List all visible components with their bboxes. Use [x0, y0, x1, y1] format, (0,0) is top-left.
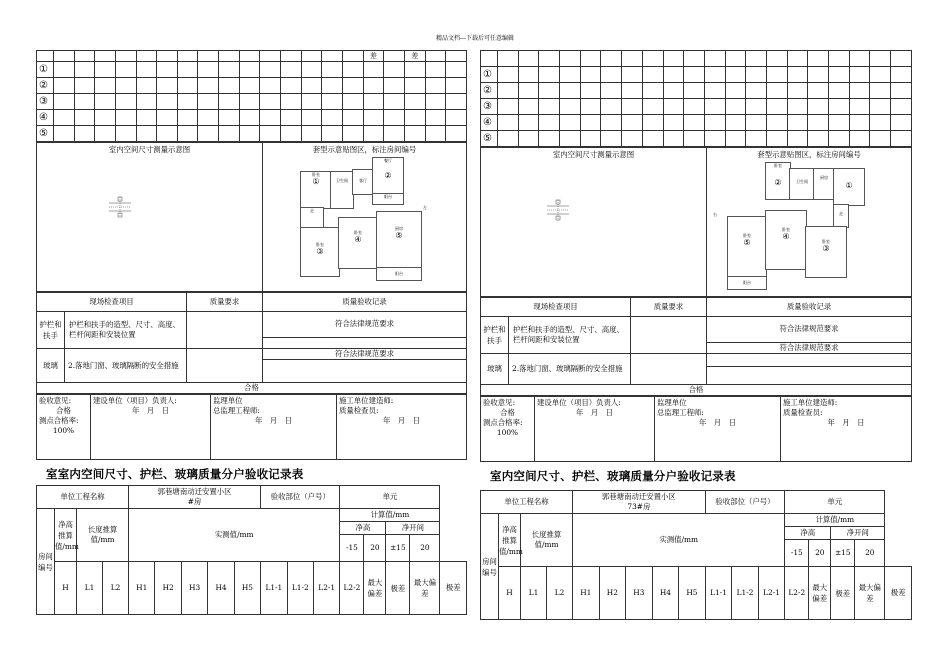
room-number-header: 房间编号: [37, 509, 55, 615]
glass-item: 2.落地门窗、玻璃隔断的安全措施: [509, 354, 631, 385]
row-mark: ④: [481, 115, 498, 131]
header-inspection-item: 现场检查项目: [37, 293, 187, 312]
calc-net-height: 净高: [340, 522, 386, 535]
room-kitchen: 厨房 ⑤: [376, 211, 422, 269]
guardrail-item: 护栏和扶手的造型、尺寸、高度、栏杆间距和安装位置: [65, 312, 187, 349]
calc-net-width: 净开间: [831, 527, 885, 540]
col-l1-2: L1-2: [732, 567, 759, 620]
inspection-table: [36, 292, 467, 394]
contractor-cell: 施工单位建造师: 质量检查员: 年 月 日: [781, 397, 912, 462]
measure-diagram: [37, 143, 263, 292]
col-h2: H2: [155, 562, 181, 615]
overall-result: 合格: [37, 383, 467, 394]
part-label: 验收部位（户号）: [705, 491, 785, 514]
col-h: H: [55, 562, 77, 615]
col-l2-1: L2-1: [314, 562, 340, 615]
guardrail-record: 符合法律规范要求: [707, 317, 912, 343]
layout-diagram-label: 套型示意贴图区，标注房间编号: [312, 145, 417, 154]
col-h1: H1: [129, 562, 155, 615]
calc-net-height: 净高: [785, 527, 831, 540]
glass-category: 玻璃: [481, 354, 509, 385]
room-bathroom: 卫生间: [789, 168, 815, 200]
net-height-header: 净高推算值/mm: [499, 514, 521, 567]
supervisor-cell: 监理单位 总监理工程师: 年 月 日: [211, 395, 337, 460]
max-deviation: 最大偏差: [855, 567, 885, 620]
sign-table: [480, 396, 912, 462]
room-kitchen: 厨房: [813, 168, 835, 200]
contractor-cell: 施工单位建造师: 质量检查员: 年 月 日: [337, 395, 467, 460]
col-h3: H3: [626, 567, 653, 620]
header-quality-req: 质量要求: [631, 298, 707, 317]
layout-diagram: [707, 148, 912, 297]
lower-form-table: [480, 490, 912, 620]
opinion-cell: 验收意见: 合格 测点合格率: 100%: [481, 397, 535, 462]
project-name: 郭巷塘南动迁安置小区 73#房: [573, 491, 706, 514]
room-dining: 餐厅 ②: [372, 157, 404, 195]
row-mark: ⑤: [481, 131, 498, 147]
row-mark: ②: [481, 83, 498, 99]
header-inspection-item: 现场检查项目: [481, 298, 631, 317]
room-corridor: 走: [300, 207, 324, 229]
row-mark: ③: [37, 94, 54, 110]
col-h3: H3: [181, 562, 207, 615]
side-label: 左: [423, 205, 427, 210]
room-bedroom-4: 卧室 ④: [765, 210, 807, 270]
room-bedroom-4: 卧室 ④: [338, 217, 378, 269]
col-l2: L2: [547, 567, 573, 620]
floor-plan: [263, 155, 466, 285]
header-quality-record: 质量验收记录: [707, 298, 912, 317]
measure-sketch-icon: [543, 198, 573, 222]
max-deviation: 最大偏差: [809, 567, 831, 620]
overall-result: 合格: [481, 385, 912, 396]
col-l2-2: L2-2: [340, 562, 364, 615]
row-mark: ②: [37, 78, 54, 94]
col-l1-2: L1-2: [287, 562, 313, 615]
upper-measure-grid: [480, 50, 912, 147]
guardrail-item: 护栏和扶手的造型、尺寸、高度、栏杆间距和安装位置: [509, 317, 631, 354]
guardrail-category: 护栏和扶手: [481, 317, 509, 354]
measure-diagram-label: 室内空间尺寸测量示意图: [108, 145, 191, 154]
glass-item: 2.落地门窗、玻璃隔断的安全措施: [65, 349, 187, 383]
glass-record: 符合法律规范要求: [263, 349, 467, 360]
opinion-cell: 验收意见: 合格 测点合格率: 100%: [37, 395, 91, 460]
builder-cell: 建设单位（项目）负责人: 年 月 日: [535, 397, 655, 462]
room-bedroom: 卧室 ②: [765, 162, 791, 200]
col-h4: H4: [652, 567, 679, 620]
left-panel: [36, 50, 467, 615]
builder-cell: 建设单位（项目）负责人: 年 月 日: [91, 395, 211, 460]
room-bedroom-3: 卧室 ③: [805, 226, 847, 278]
guardrail-category: 护栏和扶手: [37, 312, 65, 349]
room-bathroom: 卫生间: [330, 171, 354, 209]
right-panel: [480, 50, 912, 620]
measure-sketch-icon: [105, 195, 135, 219]
form-title: 室内空间尺寸、护栏、玻璃质量分户验收记录表: [490, 469, 736, 483]
project-label: 单位工程名称: [481, 491, 573, 514]
calc-header: 计算值/mm: [785, 514, 885, 527]
unit-label: 单元: [785, 491, 885, 514]
room-bedroom-3: 卧室 ③: [300, 227, 340, 277]
measure-diagram: [481, 148, 707, 297]
room-balcony: 阳台: [727, 276, 767, 290]
tolerance: ±15: [386, 535, 410, 562]
room-corridor: 走: [833, 204, 849, 228]
row-mark: ①: [37, 62, 54, 78]
room-dining: ①: [833, 168, 865, 206]
project-label: 单位工程名称: [37, 486, 129, 509]
col-l2-2: L2-2: [785, 567, 809, 620]
row-mark: ⑤: [37, 126, 54, 142]
layout-diagram: [263, 143, 467, 292]
measured-header: 实测值/mm: [573, 514, 785, 567]
calc-net-width: 净开间: [386, 522, 440, 535]
col-l1-1: L1-1: [705, 567, 732, 620]
upper-measure-grid: [36, 50, 467, 142]
room-bedroom: 卧室 ①: [300, 171, 332, 209]
length-header: 长度推算值/mm: [77, 509, 129, 562]
col-l2: L2: [103, 562, 129, 615]
header-quality-req: 质量要求: [187, 293, 263, 312]
tolerance: -15: [340, 535, 364, 562]
col-l1-1: L1-1: [261, 562, 287, 615]
layout-diagram-label: 套型示意贴图区，标注房间编号: [757, 150, 861, 159]
row-mark: ④: [37, 110, 54, 126]
col-header-diff-2: 差: [404, 51, 425, 62]
floor-plan: [707, 160, 911, 290]
sign-table: [36, 394, 467, 460]
col-h2: H2: [599, 567, 626, 620]
col-h1: H1: [573, 567, 600, 620]
room-number-header: 房间编号: [481, 514, 499, 620]
col-l2-1: L2-1: [758, 567, 785, 620]
glass-record: 符合法律规范要求: [707, 342, 912, 353]
room-balcony-2: 阳台: [376, 267, 422, 281]
max-deviation: 最大偏差: [410, 562, 440, 615]
range: 极差: [440, 562, 467, 615]
tolerance: 20: [809, 540, 831, 567]
diagram-area: [36, 142, 467, 292]
side-label: 右: [713, 212, 717, 217]
room-bedroom-5: 卧室 ⑤: [727, 216, 767, 278]
col-h5: H5: [679, 567, 706, 620]
tolerance: ±15: [831, 540, 855, 567]
col-h4: H4: [208, 562, 234, 615]
row-mark: ③: [481, 99, 498, 115]
col-header-diff-1: 差: [363, 51, 384, 62]
range: 极差: [386, 562, 410, 615]
diagram-area: [480, 147, 912, 297]
col-l1: L1: [77, 562, 103, 615]
form-title: 室室内空间尺寸、护栏、玻璃质量分户验收记录表: [46, 467, 304, 481]
length-header: 长度推算值/mm: [521, 514, 573, 567]
range: 极差: [885, 567, 912, 620]
max-deviation: 最大偏差: [364, 562, 386, 615]
row-mark: ①: [481, 67, 498, 83]
room-hall: 客厅: [352, 169, 374, 195]
calc-header: 计算值/mm: [340, 509, 440, 522]
tolerance: 20: [364, 535, 386, 562]
col-l1: L1: [521, 567, 547, 620]
measured-header: 实测值/mm: [129, 509, 340, 562]
tolerance: -15: [785, 540, 809, 567]
lower-form-table: [36, 485, 467, 615]
header-quality-record: 质量验收记录: [263, 293, 467, 312]
tolerance: 20: [855, 540, 885, 567]
unit-label: 单元: [340, 486, 440, 509]
guardrail-record: 符合法律规范要求: [263, 312, 467, 338]
part-label: 验收部位（户号）: [261, 486, 340, 509]
measure-diagram-label: 室内空间尺寸测量示意图: [552, 150, 635, 159]
supervisor-cell: 监理单位 总监理工程师: 年 月 日: [655, 397, 781, 462]
range: 极差: [831, 567, 855, 620]
room-balcony: 阳台: [372, 193, 404, 205]
col-h: H: [499, 567, 521, 620]
tolerance: 20: [410, 535, 440, 562]
glass-category: 玻璃: [37, 349, 65, 383]
project-name: 郭巷塘南动迁安置小区 #房: [129, 486, 261, 509]
page-header: 精品文档---下载后可任意编辑: [435, 35, 515, 42]
net-height-header: 净高推算值/mm: [55, 509, 77, 562]
col-h5: H5: [234, 562, 260, 615]
inspection-table: [480, 297, 912, 396]
